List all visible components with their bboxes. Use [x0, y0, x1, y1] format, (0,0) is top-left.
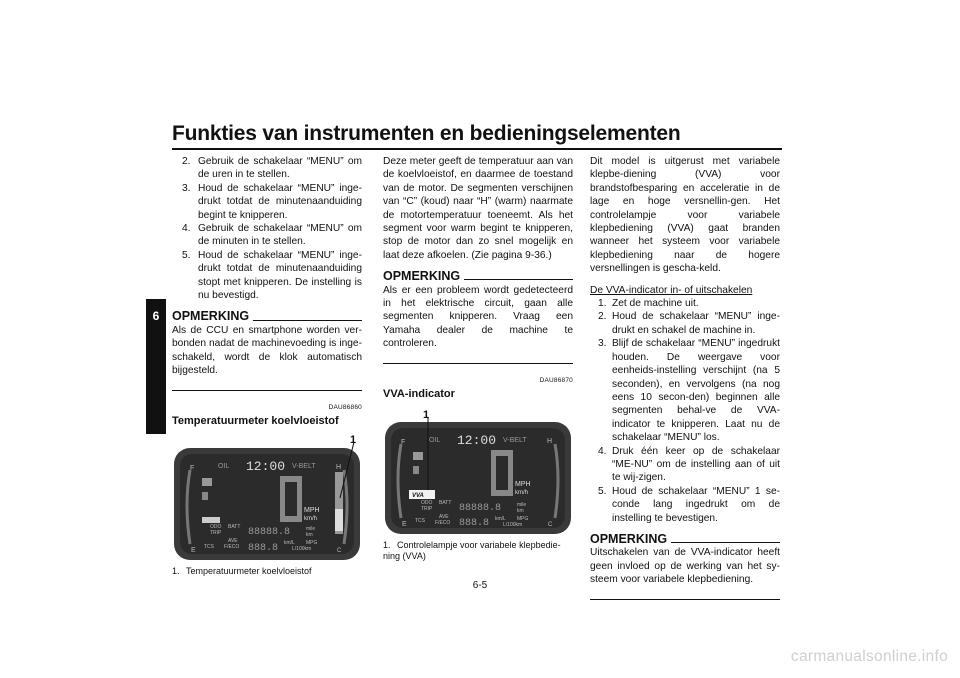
column-2 [383, 155, 573, 563]
doc-code: DAU86860 [328, 403, 362, 411]
coolant-description: Deze meter geeft de temperatuur aan van de koelvloeistof, en daarmee de toestand van de motor. De segmenten verschijnen van “C” (koud) naar “H” (warm) naarmate de motortemperatuur toeneemt. Als het segment voor warm begint te knipperen, stop de motor dan zo snel mogelijk en laat deze afkoelen. (Zie pagina 9-36.) [383, 156, 573, 261]
section-title: VVA-indicator [383, 388, 455, 401]
note-text: Uitschakelen van de VVA-indicator heeft geen invloed op de werking van het sy-steem voor variabele klepbediening. [590, 547, 780, 586]
svg-text:ODO: ODO [421, 499, 433, 506]
svg-text:C: C [548, 521, 553, 528]
svg-text:BATT: BATT [439, 499, 452, 506]
subheading: De VVA-indicator in- of uitschakelen [590, 284, 753, 296]
instrument-cluster-image [383, 408, 573, 536]
figure-caption: 1. Controlelampje voor variabele klepbedie-ning (VVA) [383, 539, 561, 561]
header-rule [172, 148, 782, 150]
svg-text:888.8: 888.8 [459, 517, 490, 529]
svg-text:888.8: 888.8 [248, 543, 279, 555]
svg-text:V-BELT: V-BELT [503, 436, 527, 444]
svg-text:H: H [336, 464, 342, 472]
note-text: Als er een probleem wordt gedetecteerd in het elektrische circuit, gaan alle segmenten knipperen. Vraag een Yamaha dealer de machine te controleren. [383, 284, 573, 350]
svg-text:V-BELT: V-BELT [292, 463, 316, 471]
svg-text:km/h: km/h [304, 516, 318, 523]
list-item: 1. Zet de machine uit. [598, 298, 699, 310]
instrument-figure-vva [383, 408, 573, 536]
svg-text:km/h: km/h [515, 489, 529, 496]
svg-text:mile: mile [517, 501, 527, 508]
note-end-rule [172, 390, 362, 391]
vva-indicator-label: VVA [412, 492, 424, 499]
svg-text:OIL: OIL [429, 436, 441, 444]
svg-text:mile: mile [306, 526, 316, 533]
svg-text:ODO: ODO [210, 524, 222, 531]
svg-text:TRIP: TRIP [210, 530, 222, 537]
list-item: 4. Druk één keer op de schakelaar “ME-NU” om de instelling aan of uit te wij-zigen. [598, 445, 780, 484]
watermark-text: carmanualsonline.info [790, 648, 948, 665]
svg-text:E: E [402, 520, 407, 528]
chapter-number: 6 [152, 309, 160, 323]
svg-text:F: F [190, 465, 195, 473]
column-3 [590, 155, 780, 600]
svg-text:F: F [401, 438, 406, 446]
svg-text:km: km [306, 532, 313, 539]
svg-text:MPG: MPG [517, 515, 529, 522]
instrument-cluster-image [172, 434, 362, 562]
list-item: 2. Gebruik de schakelaar “MENU” om de uren in te stellen. [182, 156, 362, 181]
svg-text:12:00: 12:00 [457, 432, 497, 448]
svg-text:E: E [191, 547, 196, 555]
figure-caption: 1. Temperatuurmeter koelvloeistof [172, 566, 312, 577]
list-item: 4. Gebruik de schakelaar “MENU” om de minuten in te stellen. [182, 223, 362, 248]
svg-text:H: H [547, 437, 553, 445]
svg-text:TRIP: TRIP [421, 505, 433, 512]
svg-text:AVE: AVE [439, 513, 449, 520]
vva-description: Dit model is uitgerust met variabele klepbe-diening (VVA) voor brandstofbesparing en acceleratie in de lage en hoge versnellin-gen. Het controlelampje voor variabele klepbediening (VVA) gaat branden wanneer het systeem voor variabele klepbediening naar de hogere versnellingen is gescha-keld. [590, 156, 780, 275]
svg-text:MPG: MPG [306, 540, 318, 547]
svg-text:C: C [337, 548, 342, 555]
note-heading: OPMERKING [590, 533, 780, 546]
chapter-tab [146, 299, 166, 434]
column-1 [172, 155, 362, 578]
svg-text:AVE: AVE [228, 538, 238, 545]
list-item: 3. Houd de schakelaar “MENU” inge-drukt totdat de minutenaanduiding begint te knipperen. [182, 182, 362, 221]
step-list [590, 297, 780, 525]
svg-text:12:00: 12:00 [246, 459, 286, 475]
list-item: 5. Houd de schakelaar “MENU” 1 se-conde lang ingedrukt om de instelling te bevestigen. [598, 485, 780, 524]
svg-text:km: km [517, 507, 524, 514]
svg-text:MPH: MPH [515, 480, 531, 488]
callout-number: 1 [423, 408, 430, 421]
note-end-rule [383, 363, 573, 364]
svg-text:MPH: MPH [304, 507, 320, 515]
page-header-title: Funkties van instrumenten en bedieningselementen [172, 122, 681, 145]
note-heading: OPMERKING [383, 270, 573, 283]
svg-text:88888.8: 88888.8 [248, 527, 291, 539]
svg-text:TCS: TCS [204, 544, 214, 551]
list-item: 2. Houd de schakelaar “MENU” inge-drukt en schakel de machine in. [598, 311, 780, 336]
list-item: 5. Houd de schakelaar “MENU” inge-drukt totdat de minutenaanduiding stopt met knipperen. De instelling is nu bevestigd. [182, 249, 362, 302]
svg-text:km/L: km/L [284, 540, 295, 547]
note-text: Als de CCU en smartphone worden ver-bonden nadat de machinevoeding is inge-schakeld, wordt de klok automatisch bijgesteld. [172, 324, 362, 377]
note-end-rule [590, 599, 780, 600]
section-title: Temperatuurmeter koelvloeistof [172, 414, 339, 427]
svg-text:L/100km: L/100km [503, 521, 523, 528]
svg-text:BATT: BATT [228, 524, 241, 531]
step-list [172, 155, 362, 302]
svg-text:OIL: OIL [218, 463, 230, 471]
svg-text:F/ECO: F/ECO [224, 544, 240, 551]
list-item: 3. Blijf de schakelaar “MENU” ingedrukt houden. De weergave voor eenheids-instelling verschijnt (na 5 seconden), en vervolgens (na nog eens 10 secon-den) beginnen alle segmenten behal-ve de VVA-indicator te knipperen. Laat nu de schakelaar “MENU” los. [598, 338, 780, 444]
svg-text:L/100km: L/100km [292, 546, 312, 553]
callout-number: 1 [350, 434, 357, 447]
instrument-figure-coolant [172, 434, 362, 562]
page-number: 6-5 [472, 580, 488, 591]
svg-text:TCS: TCS [415, 517, 425, 524]
svg-text:88888.8: 88888.8 [459, 502, 502, 514]
note-heading: OPMERKING [172, 310, 362, 323]
svg-text:F/ECO: F/ECO [435, 519, 451, 526]
svg-text:km/L: km/L [495, 515, 506, 522]
doc-code: DAU86870 [539, 376, 573, 384]
